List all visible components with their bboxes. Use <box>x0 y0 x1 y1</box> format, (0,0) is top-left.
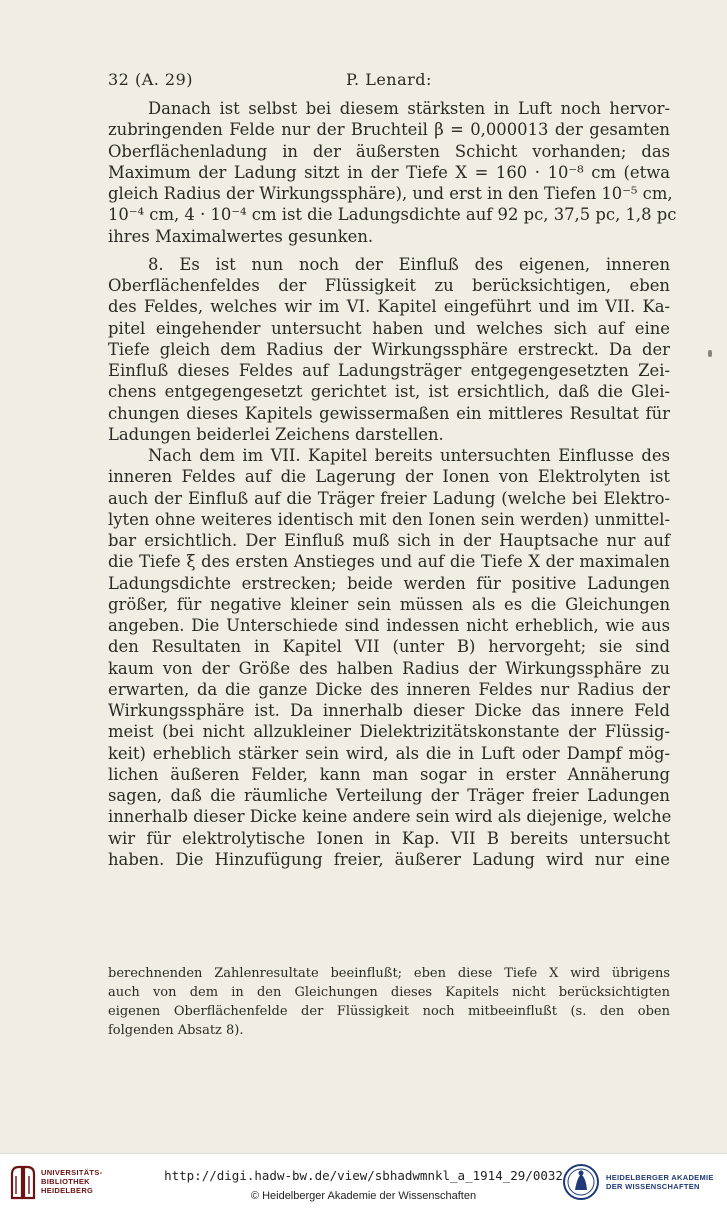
text-line: Wirkungssphäre ist. Da innerhalb dieser Dicke das innere Feld <box>108 701 670 720</box>
text-line: Oberflächenladung in der äußersten Schicht vorhanden; das <box>108 141 670 161</box>
text-line: Oberflächenfeldes der Flüssigkeit zu berücksichtigen, eben <box>108 276 670 295</box>
permalink-url[interactable]: http://digi.hadw-bw.de/view/sbhadwmnkl_a_1914_29/0032 <box>164 1168 563 1183</box>
text-line: bar ersichtlich. Der Einfluß muß sich in der Hauptsache nur auf <box>108 531 670 550</box>
footnote-line: folgenden Absatz 8). <box>108 1023 244 1038</box>
text-line: die Tiefe ξ des ersten Anstieges und auf die Tiefe X der maximalen <box>108 552 670 572</box>
footnote-line: berechnenden Zahlenresultate beeinflußt; eben diese Tiefe X wird übrigens <box>108 966 670 981</box>
page-number: 32 (A. 29) <box>108 70 194 89</box>
body-text <box>108 98 677 870</box>
text-line: innerhalb dieser Dicke keine andere sein wird als diejenige, welche <box>108 807 672 827</box>
text-line: pitel eingehender untersucht haben und welches sich auf eine <box>108 318 670 338</box>
copyright-notice: © Heidelberger Akademie der Wissenschaften <box>250 1190 477 1202</box>
margin-ink-spot <box>708 350 712 357</box>
text-line: größer, für negative kleiner sein müssen als es die Gleichungen <box>108 594 670 614</box>
text-line: haben. Die Hinzufügung freier, äußerer Ladung wird nur eine <box>108 849 670 869</box>
text-line: ihres Maximalwertes gesunken. <box>108 226 374 246</box>
text-line: keit) erheblich stärker sein wird, als die in Luft oder Dampf mög- <box>108 743 670 763</box>
footnote-line: eigenen Oberflächenfelde der Flüssigkeit noch mitbeeinflußt (s. den oben <box>108 1004 670 1019</box>
text-line: chungen dieses Kapitels gewissermaßen ein mittleres Resultat für <box>108 403 670 423</box>
academy-name: HEIDELBERGER AKADEMIE DER WISSENSCHAFTEN <box>606 1173 714 1191</box>
text-line: chens entgegengesetzt gerichtet ist, ist ersichtlich, daß die Glei- <box>108 382 670 402</box>
viewer-footer <box>0 1153 727 1212</box>
text-line: Ladungsdichte erstrecken; beide werden für positive Ladungen <box>108 573 670 593</box>
text-line: Maximum der Ladung sitzt in der Tiefe X = 160 · 10⁻⁸ cm (etwa <box>108 162 670 182</box>
text-line: lyten ohne weiteres identisch mit den Ionen sein werden) unmittel- <box>108 509 670 529</box>
text-line: Danach ist selbst bei diesem stärksten in Luft noch hervor- <box>148 99 670 118</box>
text-line: wir für elektrolytische Ionen in Kap. VII B bereits untersucht <box>108 828 670 848</box>
text-line: zubringenden Felde nur der Bruchteil β = 0,000013 der gesamten <box>108 120 670 140</box>
text-line: lichen äußeren Felder, kann man sogar in erster Annäherung <box>108 764 670 784</box>
text-line: Einfluß dieses Feldes auf Ladungsträger entgegengesetzten Zei- <box>108 361 670 380</box>
text-line: den Resultaten in Kapitel VII (unter B) hervorgeht; sie sind <box>108 637 670 657</box>
text-line: des Feldes, welches wir im VI. Kapitel eingeführt und im VII. Ka- <box>108 297 670 317</box>
footnote <box>108 964 670 1040</box>
text-line: Nach dem im VII. Kapitel bereits untersuchten Einflusse des <box>148 446 670 465</box>
text-line: sagen, daß die räumliche Verteilung der Träger freier Ladungen <box>108 786 670 805</box>
university-library-name: UNIVERSITÄTS- BIBLIOTHEK HEIDELBERG <box>41 1168 103 1195</box>
text-line: angeben. Die Unterschiede sind indessen nicht erheblich, wie aus <box>108 616 670 635</box>
running-head-author: P. Lenard: <box>346 70 432 89</box>
text-line: inneren Feldes auf die Lagerung der Ionen von Elektrolyten ist <box>108 467 670 487</box>
text-line: Tiefe gleich dem Radius der Wirkungssphäre erstreckt. Da der <box>108 339 670 359</box>
text-line: erwarten, da die ganze Dicke des inneren Feldes nur Radius der <box>108 679 670 699</box>
academy-seal-icon <box>562 1163 600 1201</box>
text-line: kaum von der Größe des halben Radius der Wirkungssphäre zu <box>108 658 670 678</box>
text-line: 8. Es ist nun noch der Einfluß des eigenen, inneren <box>148 254 670 274</box>
footnote-line: auch von dem in den Gleichungen dieses Kapitels nicht berücksichtigten <box>108 985 670 1000</box>
text-line: auch der Einfluß auf die Träger freier Ladung (welche bei Elektro- <box>108 488 670 508</box>
paragraph-gap <box>108 247 670 254</box>
text-line: Ladungen beiderlei Zeichens darstellen. <box>108 424 444 444</box>
text-line: gleich Radius der Wirkungssphäre), und erst in den Tiefen 10⁻⁵ cm, <box>108 184 673 203</box>
text-line: meist (bei nicht allzukleiner Dielektrizitätskonstante der Flüssig- <box>108 722 670 742</box>
text-line: 10⁻⁴ cm, 4 · 10⁻⁴ cm ist die Ladungsdichte auf 92 pc, 37,5 pc, 1,8 pc <box>108 205 677 225</box>
